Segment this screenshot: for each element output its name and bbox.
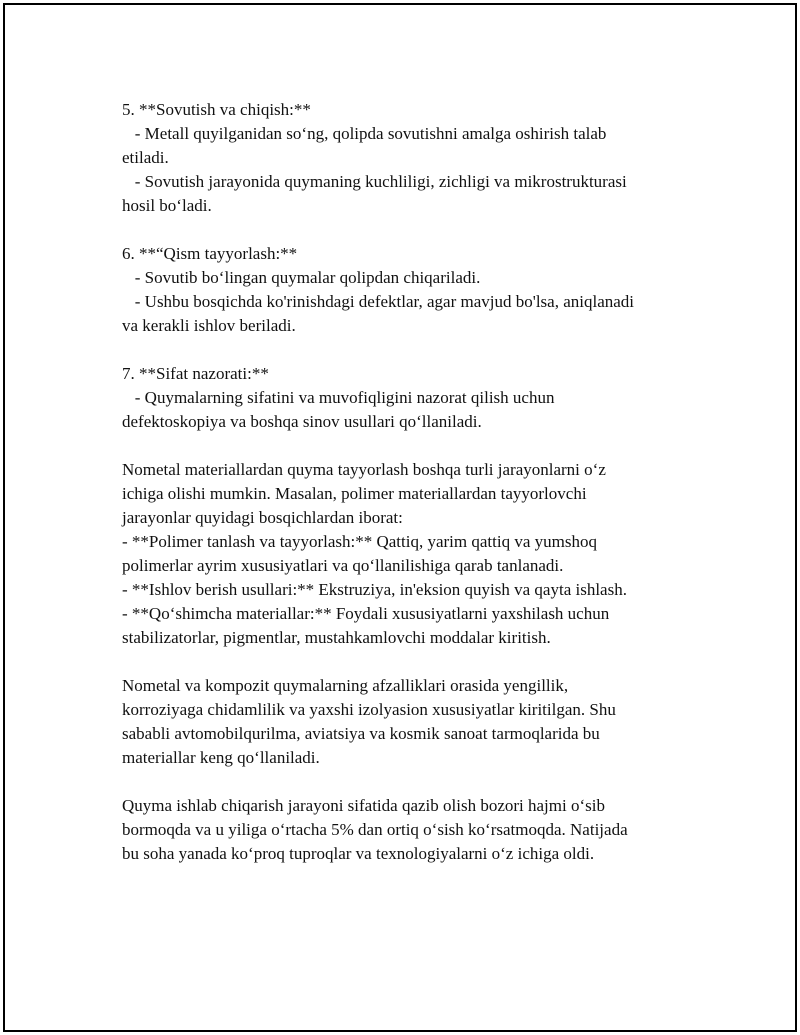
text-line: korroziyaga chidamlilik va yaxshi izolyasion xususiyatlar kiritilgan. Shu (122, 700, 616, 719)
text-line: Quyma ishlab chiqarish jarayoni sifatida qazib olish bozori hajmi o‘sib (122, 796, 605, 815)
text-line: sababli avtomobilqurilma, aviatsiya va kosmik sanoat tarmoqlarida bu (122, 724, 600, 743)
text-line: - Metall quyilganidan so‘ng, qolipda sovutishni amalga oshirish talab (122, 124, 607, 143)
blank-line (122, 338, 682, 362)
text-line: 6. **“Qism tayyorlash:** (122, 244, 298, 263)
text-line: stabilizatorlar, pigmentlar, mustahkamlovchi moddalar kiritish. (122, 628, 551, 647)
blank-line (122, 434, 682, 458)
text-line: bormoqda va u yiliga o‘rtacha 5% dan ortiq o‘sish ko‘rsatmoqda. Natijada (122, 820, 628, 839)
text-line: - Sovutib bo‘lingan quymalar qolipdan chiqariladi. (122, 268, 481, 287)
page-frame (3, 3, 797, 1032)
blank-line (122, 218, 682, 242)
blank-line (122, 770, 682, 794)
text-line: Nometal va kompozit quymalarning afzalliklari orasida yengillik, (122, 676, 569, 695)
text-line: bu soha yanada ko‘proq tuproqlar va texnologiyalarni o‘z ichiga oldi. (122, 844, 595, 863)
text-line: 7. **Sifat nazorati:** (122, 364, 269, 383)
text-line: defektoskopiya va boshqa sinov usullari qo‘llaniladi. (122, 412, 482, 431)
text-line: - Sovutish jarayonida quymaning kuchliligi, zichligi va mikrostrukturasi (122, 172, 627, 191)
text-line: jarayonlar quyidagi bosqichlardan iborat: (122, 508, 403, 527)
text-line: hosil bo‘ladi. (122, 196, 212, 215)
text-line: etiladi. (122, 148, 169, 167)
document-body (122, 98, 682, 866)
text-line: va kerakli ishlov beriladi. (122, 316, 296, 335)
text-line: Nometal materiallardan quyma tayyorlash boshqa turli jarayonlarni o‘z (122, 460, 606, 479)
text-line: - Quymalarning sifatini va muvofiqligini nazorat qilish uchun (122, 388, 555, 407)
text-line: 5. **Sovutish va chiqish:** (122, 100, 311, 119)
text-line: materiallar keng qo‘llaniladi. (122, 748, 320, 767)
text-line: - **Qo‘shimcha materiallar:** Foydali xususiyatlarni yaxshilash uchun (122, 604, 610, 623)
text-line: ichiga olishi mumkin. Masalan, polimer materiallardan tayyorlovchi (122, 484, 587, 503)
text-line: - Ushbu bosqichda ko'rinishdagi defektlar, agar mavjud bo'lsa, aniqlanadi (122, 292, 635, 311)
blank-line (122, 650, 682, 674)
text-line: - **Ishlov berish usullari:** Ekstruziya, in'eksion quyish va qayta ishlash. (122, 580, 627, 599)
text-line: polimerlar ayrim xususiyatlari va qo‘llanilishiga qarab tanlanadi. (122, 556, 564, 575)
text-line: - **Polimer tanlash va tayyorlash:** Qattiq, yarim qattiq va yumshoq (122, 532, 597, 551)
